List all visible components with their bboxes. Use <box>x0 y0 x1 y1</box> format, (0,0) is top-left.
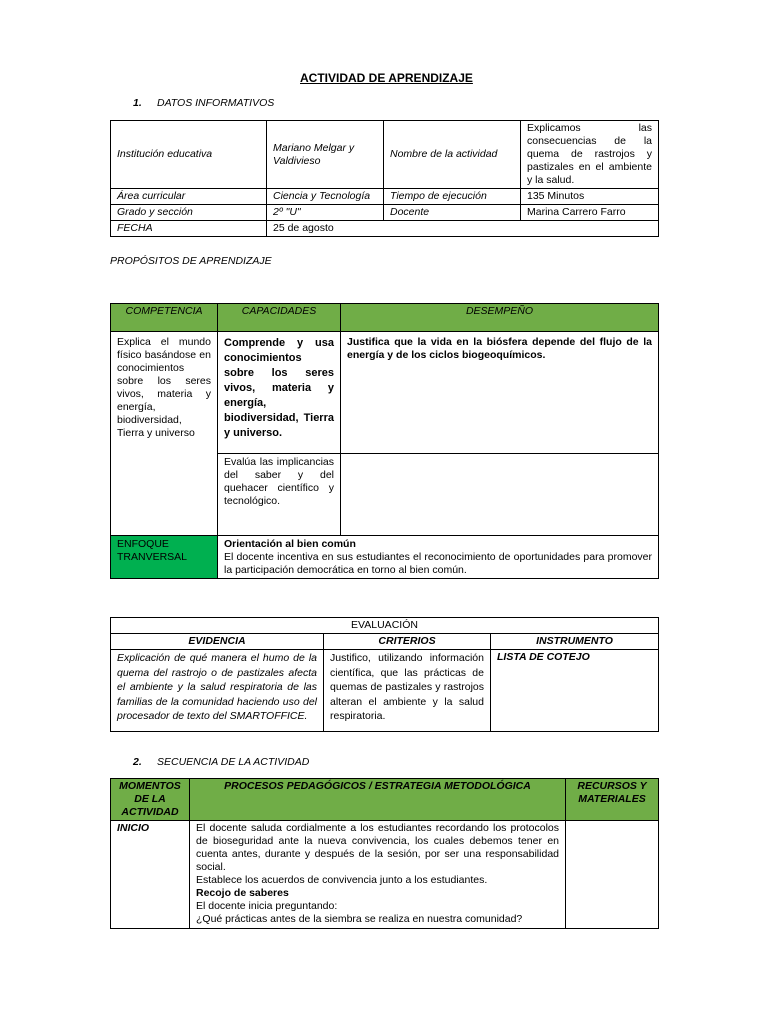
inicio-label: INICIO <box>111 821 190 929</box>
desempeno-2 <box>341 454 659 536</box>
procesos-header: PROCESOS PEDAGÓGICOS / ESTRATEGIA METODOLÓGICA <box>190 779 566 821</box>
secuencia-table <box>110 778 659 929</box>
activity-name-label: Nombre de la actividad <box>384 121 521 189</box>
grade-value: 2º "U" <box>267 205 384 221</box>
area-label: Área curricular <box>111 189 267 205</box>
enfoque-text: El docente incentiva en sus estudiantes el reconocimiento de oportunidades para promover la participación democrática en torno al bien común. <box>224 551 652 576</box>
inicio-paragraph-2: Establece los acuerdos de convivencia junto a los estudiantes. <box>196 874 488 886</box>
enfoque-label: ENFOQUE TRANVERSAL <box>111 536 218 579</box>
institution-label: Institución educativa <box>111 121 267 189</box>
propositos-table <box>110 303 659 579</box>
activity-name-value: Explicamos las consecuencias de la quema de rastrojos y pastizales en el ambiente y la salud. <box>521 121 659 189</box>
desempeno-1: Justifica que la vida en la biósfera depende del flujo de la energía y de los ciclos biogeoquímicos. <box>341 332 659 454</box>
instrumento-header: INSTRUMENTO <box>491 634 659 650</box>
desempeno-header: DESEMPEÑO <box>341 304 659 332</box>
page-title: ACTIVIDAD DE APRENDIZAJE <box>300 71 473 85</box>
teacher-label: Docente <box>384 205 521 221</box>
competencia-text: Explica el mundo físico basándose en conocimientos sobre los seres vivos, materia y energía, biodiversidad, Tierra y universo <box>111 332 218 536</box>
evaluacion-title: EVALUACIÓN <box>111 618 659 634</box>
section-2-number: 2. <box>133 756 142 768</box>
evidencia-text: Explicación de qué manera el humo de la quema del rastrojo o de pastizales afecta el ambiente y la salud respiratoria de las familias de la comunidad haciendo uso del procesador de texto del SMARTOFFICE. <box>111 650 324 732</box>
inicio-content <box>190 821 566 929</box>
evidencia-header: EVIDENCIA <box>111 634 324 650</box>
momentos-header: MOMENTOS DE LA ACTIVIDAD <box>111 779 190 821</box>
competencia-header: COMPETENCIA <box>111 304 218 332</box>
recojo-saberes-heading: Recojo de saberes <box>196 887 289 899</box>
date-value: 25 de agosto <box>267 221 659 237</box>
section-1-number: 1. <box>133 97 142 109</box>
enfoque-title: Orientación al bien común <box>224 538 356 550</box>
inicio-paragraph-4: El docente inicia preguntando: <box>196 900 338 912</box>
inicio-resources <box>566 821 659 929</box>
criterios-text: Justifico, utilizando información científica, que las prácticas de quemas de pastizales y rastrojos alteran el ambiente y la salud respiratoria. <box>324 650 491 732</box>
teacher-value: Marina Carrero Farro <box>521 205 659 221</box>
capacidades-header: CAPACIDADES <box>218 304 341 332</box>
section-1-heading: DATOS INFORMATIVOS <box>157 97 275 109</box>
grade-label: Grado y sección <box>111 205 267 221</box>
time-label: Tiempo de ejecución <box>384 189 521 205</box>
section-2-heading: SECUENCIA DE LA ACTIVIDAD <box>157 756 310 768</box>
propositos-heading: PROPÓSITOS DE APRENDIZAJE <box>110 255 272 267</box>
criterios-header: CRITERIOS <box>324 634 491 650</box>
inicio-question: ¿Qué prácticas antes de la siembra se realiza en nuestra comunidad? <box>196 913 523 925</box>
instrumento-text: LISTA DE COTEJO <box>491 650 659 732</box>
recursos-header: RECURSOS Y MATERIALES <box>566 779 659 821</box>
capacidad-1: Comprende y usa conocimientos sobre los seres vivos, materia y energía, biodiversidad, Tierra y universo. <box>218 332 341 454</box>
institution-value: Mariano Melgar y Valdivieso <box>267 121 384 189</box>
date-label: FECHA <box>111 221 267 237</box>
enfoque-cell <box>218 536 659 579</box>
capacidad-2: Evalúa las implicancias del saber y del quehacer científico y tecnológico. <box>218 454 341 536</box>
area-value: Ciencia y Tecnología <box>267 189 384 205</box>
info-table <box>110 120 659 237</box>
inicio-paragraph-1: El docente saluda cordialmente a los estudiantes recordando los protocolos de bioseguridad ante la nueva convivencia, los cuales debemos tener en cuenta antes, durante y después de la sesión, por ser una responsabilidad social. <box>196 822 559 873</box>
evaluacion-table <box>110 617 659 732</box>
time-value: 135 Minutos <box>521 189 659 205</box>
